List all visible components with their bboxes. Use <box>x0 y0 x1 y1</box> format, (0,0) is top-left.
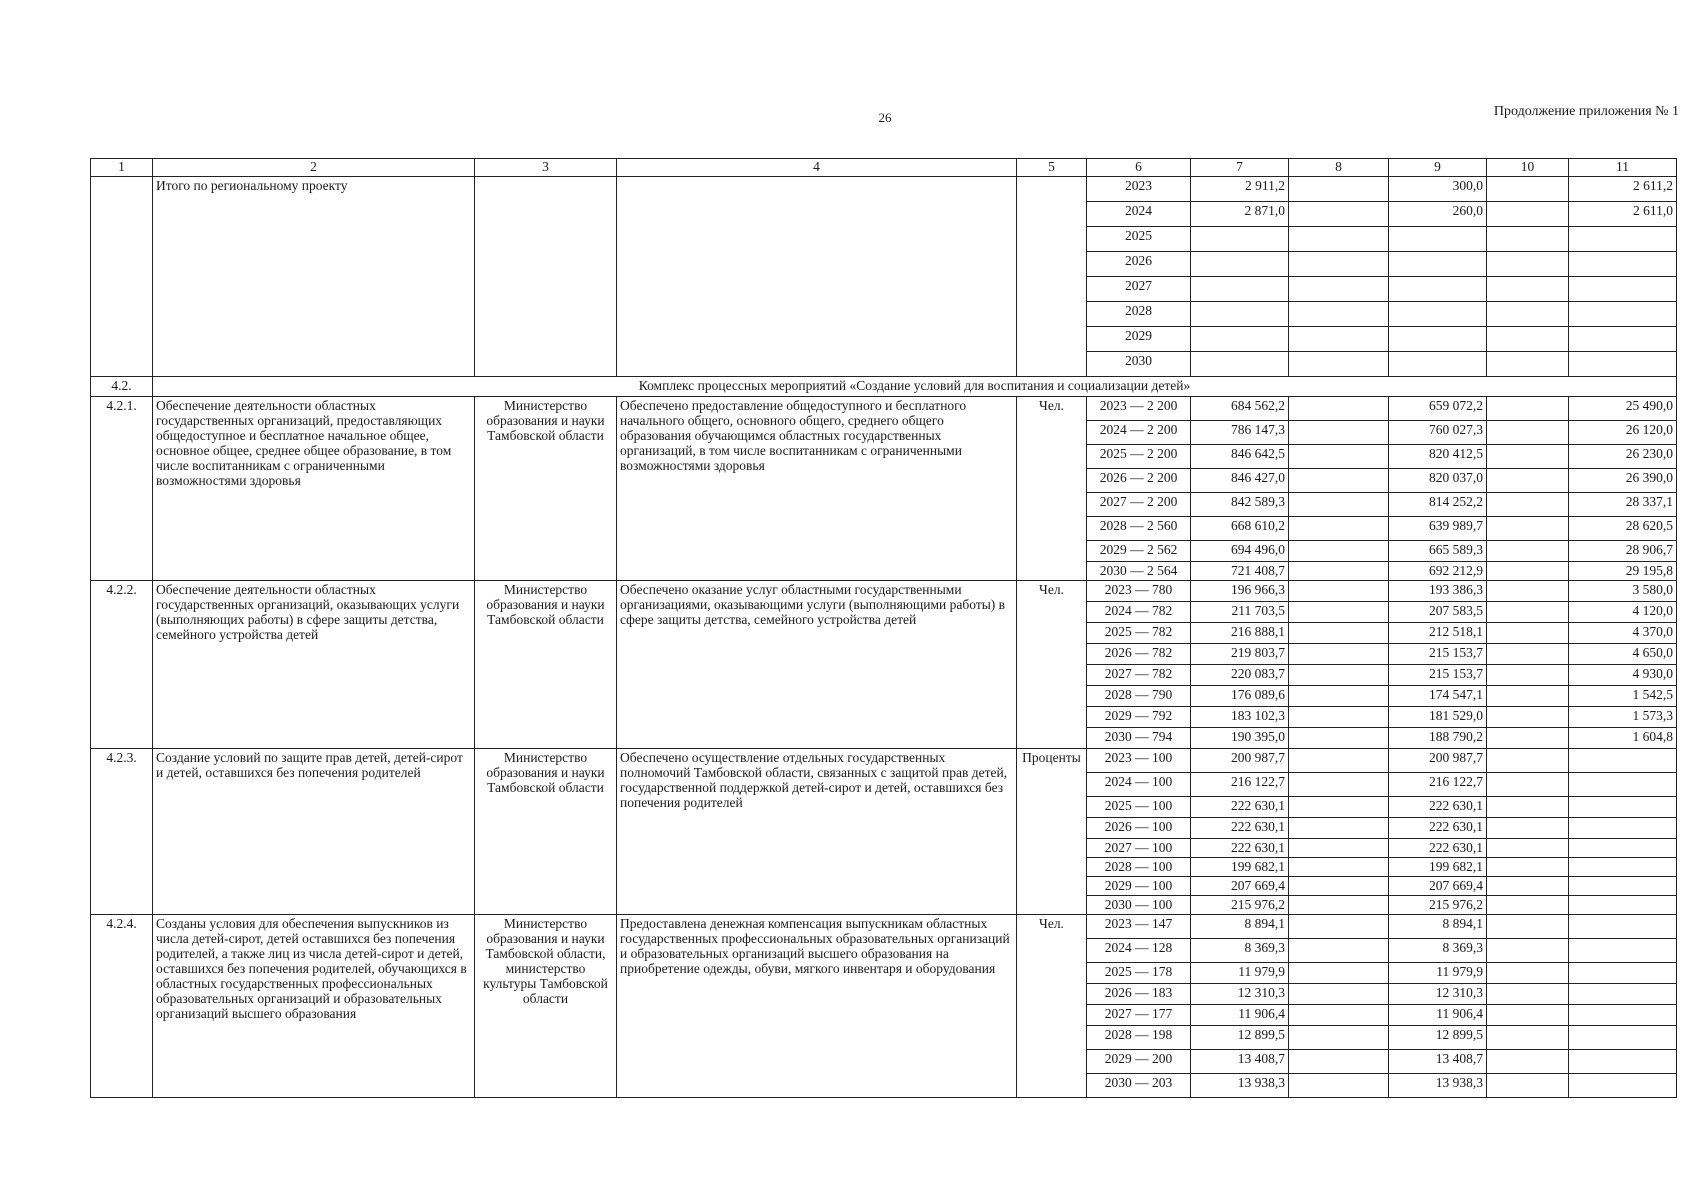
other-amount-cell <box>1569 939 1677 963</box>
federal-amount-cell <box>1289 984 1389 1005</box>
other-amount-cell <box>1569 896 1677 915</box>
federal-amount-cell <box>1289 686 1389 707</box>
other-amount-cell: 1 542,5 <box>1569 686 1677 707</box>
year-cell: 2025 — 178 <box>1087 963 1191 984</box>
other-amount-cell <box>1569 797 1677 818</box>
year-cell: 2027 — 2 200 <box>1087 493 1191 517</box>
column-header: 5 <box>1017 159 1087 177</box>
local-amount-cell <box>1487 202 1569 227</box>
total-amount-cell: 196 966,3 <box>1191 581 1289 602</box>
total-amount-cell: 216 122,7 <box>1191 773 1289 797</box>
federal-amount-cell <box>1289 818 1389 839</box>
federal-amount-cell <box>1289 665 1389 686</box>
other-amount-cell <box>1569 227 1677 252</box>
column-header: 10 <box>1487 159 1569 177</box>
column-header: 1 <box>91 159 153 177</box>
year-cell: 2028 — 198 <box>1087 1026 1191 1050</box>
federal-amount-cell <box>1289 445 1389 469</box>
federal-amount-cell <box>1289 517 1389 541</box>
other-amount-cell: 4 120,0 <box>1569 602 1677 623</box>
column-header: 3 <box>475 159 617 177</box>
local-amount-cell <box>1487 728 1569 749</box>
year-cell: 2024 — 2 200 <box>1087 421 1191 445</box>
regional-amount-cell: 665 589,3 <box>1389 541 1487 562</box>
total-amount-cell: 183 102,3 <box>1191 707 1289 728</box>
year-cell: 2029 — 2 562 <box>1087 541 1191 562</box>
year-cell: 2029 — 200 <box>1087 1050 1191 1074</box>
total-amount-cell <box>1191 327 1289 352</box>
other-amount-cell <box>1569 277 1677 302</box>
total-amount-cell: 200 987,7 <box>1191 749 1289 773</box>
federal-amount-cell <box>1289 773 1389 797</box>
local-amount-cell <box>1487 665 1569 686</box>
other-amount-cell <box>1569 773 1677 797</box>
local-amount-cell <box>1487 915 1569 939</box>
other-amount-cell <box>1569 984 1677 1005</box>
total-amount-cell: 846 427,0 <box>1191 469 1289 493</box>
other-amount-cell: 26 230,0 <box>1569 445 1677 469</box>
unit-cell: Проценты <box>1017 749 1087 915</box>
local-amount-cell <box>1487 797 1569 818</box>
year-cell: 2026 <box>1087 252 1191 277</box>
regional-amount-cell: 174 547,1 <box>1389 686 1487 707</box>
local-amount-cell <box>1487 445 1569 469</box>
unit-cell: Чел. <box>1017 397 1087 581</box>
total-amount-cell: 12 310,3 <box>1191 984 1289 1005</box>
federal-amount-cell <box>1289 1026 1389 1050</box>
regional-amount-cell: 207 583,5 <box>1389 602 1487 623</box>
other-amount-cell: 29 195,8 <box>1569 562 1677 581</box>
federal-amount-cell <box>1289 277 1389 302</box>
federal-amount-cell <box>1289 644 1389 665</box>
regional-amount-cell: 639 989,7 <box>1389 517 1487 541</box>
local-amount-cell <box>1487 562 1569 581</box>
year-cell: 2028 — 790 <box>1087 686 1191 707</box>
total-amount-cell: 211 703,5 <box>1191 602 1289 623</box>
total-amount-cell: 11 906,4 <box>1191 1005 1289 1026</box>
year-cell: 2030 — 794 <box>1087 728 1191 749</box>
local-amount-cell <box>1487 1026 1569 1050</box>
regional-amount-cell: 212 518,1 <box>1389 623 1487 644</box>
other-amount-cell: 1 573,3 <box>1569 707 1677 728</box>
local-amount-cell <box>1487 602 1569 623</box>
table-row <box>91 581 1677 602</box>
year-cell: 2028 — 2 560 <box>1087 517 1191 541</box>
column-numbers-row <box>91 159 1677 177</box>
local-amount-cell <box>1487 581 1569 602</box>
federal-amount-cell <box>1289 728 1389 749</box>
total-amount-cell: 8 369,3 <box>1191 939 1289 963</box>
item-code-cell: 4.2.3. <box>91 749 153 915</box>
year-cell: 2024 — 782 <box>1087 602 1191 623</box>
year-cell: 2026 — 183 <box>1087 984 1191 1005</box>
local-amount-cell <box>1487 517 1569 541</box>
federal-amount-cell <box>1289 302 1389 327</box>
regional-amount-cell: 13 938,3 <box>1389 1074 1487 1098</box>
total-amount-cell: 219 803,7 <box>1191 644 1289 665</box>
other-amount-cell: 28 906,7 <box>1569 541 1677 562</box>
budget-table <box>90 158 1677 1098</box>
total-amount-cell <box>1191 352 1289 377</box>
year-cell: 2025 — 100 <box>1087 797 1191 818</box>
total-amount-cell: 786 147,3 <box>1191 421 1289 445</box>
total-amount-cell: 842 589,3 <box>1191 493 1289 517</box>
local-amount-cell <box>1487 623 1569 644</box>
regional-amount-cell <box>1389 252 1487 277</box>
regional-amount-cell: 13 408,7 <box>1389 1050 1487 1074</box>
other-amount-cell <box>1569 327 1677 352</box>
executor-cell: Министерство образования и науки Тамбовской области, министерство культуры Тамбовской области <box>475 915 617 1098</box>
unit-cell: Чел. <box>1017 581 1087 749</box>
regional-amount-cell: 222 630,1 <box>1389 818 1487 839</box>
other-amount-cell <box>1569 877 1677 896</box>
other-amount-cell: 1 604,8 <box>1569 728 1677 749</box>
year-cell: 2023 — 147 <box>1087 915 1191 939</box>
section-row <box>91 377 1677 397</box>
federal-amount-cell <box>1289 602 1389 623</box>
federal-amount-cell <box>1289 915 1389 939</box>
local-amount-cell <box>1487 352 1569 377</box>
total-amount-cell: 2 871,0 <box>1191 202 1289 227</box>
local-amount-cell <box>1487 469 1569 493</box>
other-amount-cell <box>1569 839 1677 858</box>
other-amount-cell <box>1569 1005 1677 1026</box>
year-cell: 2030 — 203 <box>1087 1074 1191 1098</box>
regional-amount-cell: 8 894,1 <box>1389 915 1487 939</box>
year-cell: 2024 — 128 <box>1087 939 1191 963</box>
total-amount-cell: 2 911,2 <box>1191 177 1289 202</box>
local-amount-cell <box>1487 749 1569 773</box>
local-amount-cell <box>1487 839 1569 858</box>
federal-amount-cell <box>1289 469 1389 493</box>
result-cell <box>617 177 1017 377</box>
federal-amount-cell <box>1289 202 1389 227</box>
local-amount-cell <box>1487 858 1569 877</box>
other-amount-cell <box>1569 352 1677 377</box>
year-cell: 2029 — 792 <box>1087 707 1191 728</box>
executor-cell: Министерство образования и науки Тамбовской области <box>475 749 617 915</box>
regional-amount-cell: 188 790,2 <box>1389 728 1487 749</box>
year-cell: 2029 — 100 <box>1087 877 1191 896</box>
year-cell: 2028 — 100 <box>1087 858 1191 877</box>
regional-amount-cell: 222 630,1 <box>1389 839 1487 858</box>
column-header: 6 <box>1087 159 1191 177</box>
local-amount-cell <box>1487 818 1569 839</box>
year-cell: 2029 <box>1087 327 1191 352</box>
item-name-cell: Обеспечение деятельности областных государственных организаций, оказывающих услуги (выполняющих работы) в сфере защиты детства, семейного устройства детей <box>153 581 475 749</box>
result-cell: Обеспечено предоставление общедоступного и бесплатного начального общего, основного общего, среднего общего образования обучающимся областных государственных организаций, в том числе воспитанникам с ограниченными возможностями здоровья <box>617 397 1017 581</box>
federal-amount-cell <box>1289 327 1389 352</box>
regional-amount-cell: 207 669,4 <box>1389 877 1487 896</box>
year-cell: 2026 — 782 <box>1087 644 1191 665</box>
federal-amount-cell <box>1289 252 1389 277</box>
other-amount-cell <box>1569 1026 1677 1050</box>
regional-amount-cell: 8 369,3 <box>1389 939 1487 963</box>
total-amount-cell: 8 894,1 <box>1191 915 1289 939</box>
total-amount-cell: 13 408,7 <box>1191 1050 1289 1074</box>
local-amount-cell <box>1487 227 1569 252</box>
year-cell: 2026 — 100 <box>1087 818 1191 839</box>
federal-amount-cell <box>1289 797 1389 818</box>
federal-amount-cell <box>1289 581 1389 602</box>
total-amount-cell: 846 642,5 <box>1191 445 1289 469</box>
federal-amount-cell <box>1289 1005 1389 1026</box>
other-amount-cell: 28 620,5 <box>1569 517 1677 541</box>
executor-cell: Министерство образования и науки Тамбовской области <box>475 581 617 749</box>
local-amount-cell <box>1487 984 1569 1005</box>
regional-amount-cell: 814 252,2 <box>1389 493 1487 517</box>
local-amount-cell <box>1487 707 1569 728</box>
year-cell: 2023 <box>1087 177 1191 202</box>
local-amount-cell <box>1487 397 1569 421</box>
federal-amount-cell <box>1289 493 1389 517</box>
federal-amount-cell <box>1289 963 1389 984</box>
federal-amount-cell <box>1289 541 1389 562</box>
total-label-cell: Итого по региональному проекту <box>153 177 475 377</box>
local-amount-cell <box>1487 877 1569 896</box>
table-row <box>91 749 1677 773</box>
item-name-cell: Созданы условия для обеспечения выпускников из числа детей-сирот, детей оставшихся без попечения родителей, а также лиц из числа детей-сирот и детей, оставшихся без попечения родителей, обучающихся в областных государственных профессиональных образовательных организаций и образовательных организаций высшего образования <box>153 915 475 1098</box>
other-amount-cell: 28 337,1 <box>1569 493 1677 517</box>
total-amount-cell: 721 408,7 <box>1191 562 1289 581</box>
regional-amount-cell: 215 976,2 <box>1389 896 1487 915</box>
result-cell: Обеспечено осуществление отдельных государственных полномочий Тамбовской области, связанных с защитой прав детей, государственной поддержкой детей-сирот и детей, оставшихся без попечения родителей <box>617 749 1017 915</box>
regional-amount-cell <box>1389 352 1487 377</box>
total-amount-cell: 13 938,3 <box>1191 1074 1289 1098</box>
regional-amount-cell: 659 072,2 <box>1389 397 1487 421</box>
federal-amount-cell <box>1289 839 1389 858</box>
other-amount-cell: 26 120,0 <box>1569 421 1677 445</box>
year-cell: 2028 <box>1087 302 1191 327</box>
page-number: 26 <box>878 110 892 125</box>
federal-amount-cell <box>1289 352 1389 377</box>
other-amount-cell <box>1569 963 1677 984</box>
regional-amount-cell: 222 630,1 <box>1389 797 1487 818</box>
federal-amount-cell <box>1289 623 1389 644</box>
total-amount-cell: 668 610,2 <box>1191 517 1289 541</box>
year-cell: 2027 — 177 <box>1087 1005 1191 1026</box>
year-cell: 2027 — 782 <box>1087 665 1191 686</box>
local-amount-cell <box>1487 1074 1569 1098</box>
total-amount-cell: 199 682,1 <box>1191 858 1289 877</box>
other-amount-cell <box>1569 252 1677 277</box>
total-amount-cell: 215 976,2 <box>1191 896 1289 915</box>
year-cell: 2030 <box>1087 352 1191 377</box>
regional-amount-cell: 215 153,7 <box>1389 644 1487 665</box>
federal-amount-cell <box>1289 707 1389 728</box>
column-header: 11 <box>1569 159 1677 177</box>
local-amount-cell <box>1487 177 1569 202</box>
other-amount-cell <box>1569 302 1677 327</box>
unit-cell <box>1017 177 1087 377</box>
result-cell: Обеспечено оказание услуг областными государственными организациями, оказывающими услуги (выполняющими работы) в сфере защиты детства, семейного устройства детей <box>617 581 1017 749</box>
other-amount-cell <box>1569 1074 1677 1098</box>
row-code-cell <box>91 177 153 377</box>
other-amount-cell <box>1569 915 1677 939</box>
table-row <box>91 397 1677 421</box>
federal-amount-cell <box>1289 896 1389 915</box>
item-name-cell: Создание условий по защите прав детей, детей-сирот и детей, оставшихся без попечения родителей <box>153 749 475 915</box>
year-cell: 2024 — 100 <box>1087 773 1191 797</box>
other-amount-cell <box>1569 749 1677 773</box>
local-amount-cell <box>1487 252 1569 277</box>
section-code-cell: 4.2. <box>91 377 153 397</box>
executor-cell <box>475 177 617 377</box>
item-name-cell: Обеспечение деятельности областных государственных организаций, предоставляющих общедоступное и бесплатное начальное общее, основное общее, среднее общее образование, в том числе воспитанникам с ограниченными возможностями здоровья <box>153 397 475 581</box>
regional-amount-cell <box>1389 302 1487 327</box>
total-amount-cell <box>1191 277 1289 302</box>
regional-amount-cell <box>1389 227 1487 252</box>
federal-amount-cell <box>1289 877 1389 896</box>
total-amount-cell: 222 630,1 <box>1191 818 1289 839</box>
federal-amount-cell <box>1289 421 1389 445</box>
year-cell: 2027 <box>1087 277 1191 302</box>
year-cell: 2023 — 780 <box>1087 581 1191 602</box>
total-amount-cell: 176 089,6 <box>1191 686 1289 707</box>
regional-amount-cell: 11 979,9 <box>1389 963 1487 984</box>
local-amount-cell <box>1487 896 1569 915</box>
regional-amount-cell: 300,0 <box>1389 177 1487 202</box>
federal-amount-cell <box>1289 939 1389 963</box>
federal-amount-cell <box>1289 397 1389 421</box>
other-amount-cell: 26 390,0 <box>1569 469 1677 493</box>
column-header: 4 <box>617 159 1017 177</box>
local-amount-cell <box>1487 493 1569 517</box>
federal-amount-cell <box>1289 562 1389 581</box>
other-amount-cell: 2 611,0 <box>1569 202 1677 227</box>
year-cell: 2024 <box>1087 202 1191 227</box>
other-amount-cell <box>1569 1050 1677 1074</box>
total-amount-cell: 684 562,2 <box>1191 397 1289 421</box>
regional-amount-cell: 820 412,5 <box>1389 445 1487 469</box>
local-amount-cell <box>1487 1050 1569 1074</box>
regional-amount-cell: 181 529,0 <box>1389 707 1487 728</box>
regional-amount-cell: 12 899,5 <box>1389 1026 1487 1050</box>
local-amount-cell <box>1487 686 1569 707</box>
regional-amount-cell: 200 987,7 <box>1389 749 1487 773</box>
regional-amount-cell: 216 122,7 <box>1389 773 1487 797</box>
unit-cell: Чел. <box>1017 915 1087 1098</box>
other-amount-cell: 2 611,2 <box>1569 177 1677 202</box>
total-amount-cell: 222 630,1 <box>1191 839 1289 858</box>
local-amount-cell <box>1487 541 1569 562</box>
regional-amount-cell: 760 027,3 <box>1389 421 1487 445</box>
local-amount-cell <box>1487 421 1569 445</box>
year-cell: 2030 — 100 <box>1087 896 1191 915</box>
result-cell: Предоставлена денежная компенсация выпускникам областных государственных профессиональных образовательных организаций и образовательных организаций высшего образования на приобретение одежды, обуви, мягкого инвентаря и оборудования <box>617 915 1017 1098</box>
total-amount-cell: 222 630,1 <box>1191 797 1289 818</box>
total-amount-cell: 12 899,5 <box>1191 1026 1289 1050</box>
regional-amount-cell: 11 906,4 <box>1389 1005 1487 1026</box>
item-code-cell: 4.2.4. <box>91 915 153 1098</box>
continuation-note: Продолжение приложения № 1 <box>1493 104 1679 119</box>
other-amount-cell: 4 370,0 <box>1569 623 1677 644</box>
column-header: 9 <box>1389 159 1487 177</box>
regional-amount-cell <box>1389 277 1487 302</box>
local-amount-cell <box>1487 939 1569 963</box>
table-row <box>91 177 1677 202</box>
year-cell: 2025 <box>1087 227 1191 252</box>
regional-amount-cell: 215 153,7 <box>1389 665 1487 686</box>
other-amount-cell: 4 930,0 <box>1569 665 1677 686</box>
federal-amount-cell <box>1289 1074 1389 1098</box>
table-row <box>91 915 1677 939</box>
local-amount-cell <box>1487 963 1569 984</box>
local-amount-cell <box>1487 773 1569 797</box>
federal-amount-cell <box>1289 227 1389 252</box>
federal-amount-cell <box>1289 858 1389 877</box>
other-amount-cell <box>1569 858 1677 877</box>
year-cell: 2023 — 2 200 <box>1087 397 1191 421</box>
executor-cell: Министерство образования и науки Тамбовской области <box>475 397 617 581</box>
column-header: 2 <box>153 159 475 177</box>
total-amount-cell <box>1191 252 1289 277</box>
total-amount-cell <box>1191 227 1289 252</box>
year-cell: 2026 — 2 200 <box>1087 469 1191 493</box>
total-amount-cell: 207 669,4 <box>1191 877 1289 896</box>
regional-amount-cell <box>1389 327 1487 352</box>
federal-amount-cell <box>1289 177 1389 202</box>
other-amount-cell: 3 580,0 <box>1569 581 1677 602</box>
regional-amount-cell: 260,0 <box>1389 202 1487 227</box>
regional-amount-cell: 193 386,3 <box>1389 581 1487 602</box>
item-code-cell: 4.2.1. <box>91 397 153 581</box>
year-cell: 2023 — 100 <box>1087 749 1191 773</box>
column-header: 7 <box>1191 159 1289 177</box>
total-amount-cell: 694 496,0 <box>1191 541 1289 562</box>
year-cell: 2030 — 2 564 <box>1087 562 1191 581</box>
year-cell: 2025 — 782 <box>1087 623 1191 644</box>
federal-amount-cell <box>1289 749 1389 773</box>
local-amount-cell <box>1487 327 1569 352</box>
year-cell: 2027 — 100 <box>1087 839 1191 858</box>
year-cell: 2025 — 2 200 <box>1087 445 1191 469</box>
local-amount-cell <box>1487 277 1569 302</box>
item-code-cell: 4.2.2. <box>91 581 153 749</box>
regional-amount-cell: 692 212,9 <box>1389 562 1487 581</box>
regional-amount-cell: 199 682,1 <box>1389 858 1487 877</box>
local-amount-cell <box>1487 1005 1569 1026</box>
total-amount-cell: 11 979,9 <box>1191 963 1289 984</box>
other-amount-cell: 25 490,0 <box>1569 397 1677 421</box>
total-amount-cell <box>1191 302 1289 327</box>
local-amount-cell <box>1487 644 1569 665</box>
regional-amount-cell: 820 037,0 <box>1389 469 1487 493</box>
section-title-cell: Комплекс процессных мероприятий «Создание условий для воспитания и социализации детей» <box>153 377 1677 397</box>
federal-amount-cell <box>1289 1050 1389 1074</box>
other-amount-cell: 4 650,0 <box>1569 644 1677 665</box>
local-amount-cell <box>1487 302 1569 327</box>
total-amount-cell: 216 888,1 <box>1191 623 1289 644</box>
total-amount-cell: 220 083,7 <box>1191 665 1289 686</box>
column-header: 8 <box>1289 159 1389 177</box>
regional-amount-cell: 12 310,3 <box>1389 984 1487 1005</box>
other-amount-cell <box>1569 818 1677 839</box>
total-amount-cell: 190 395,0 <box>1191 728 1289 749</box>
